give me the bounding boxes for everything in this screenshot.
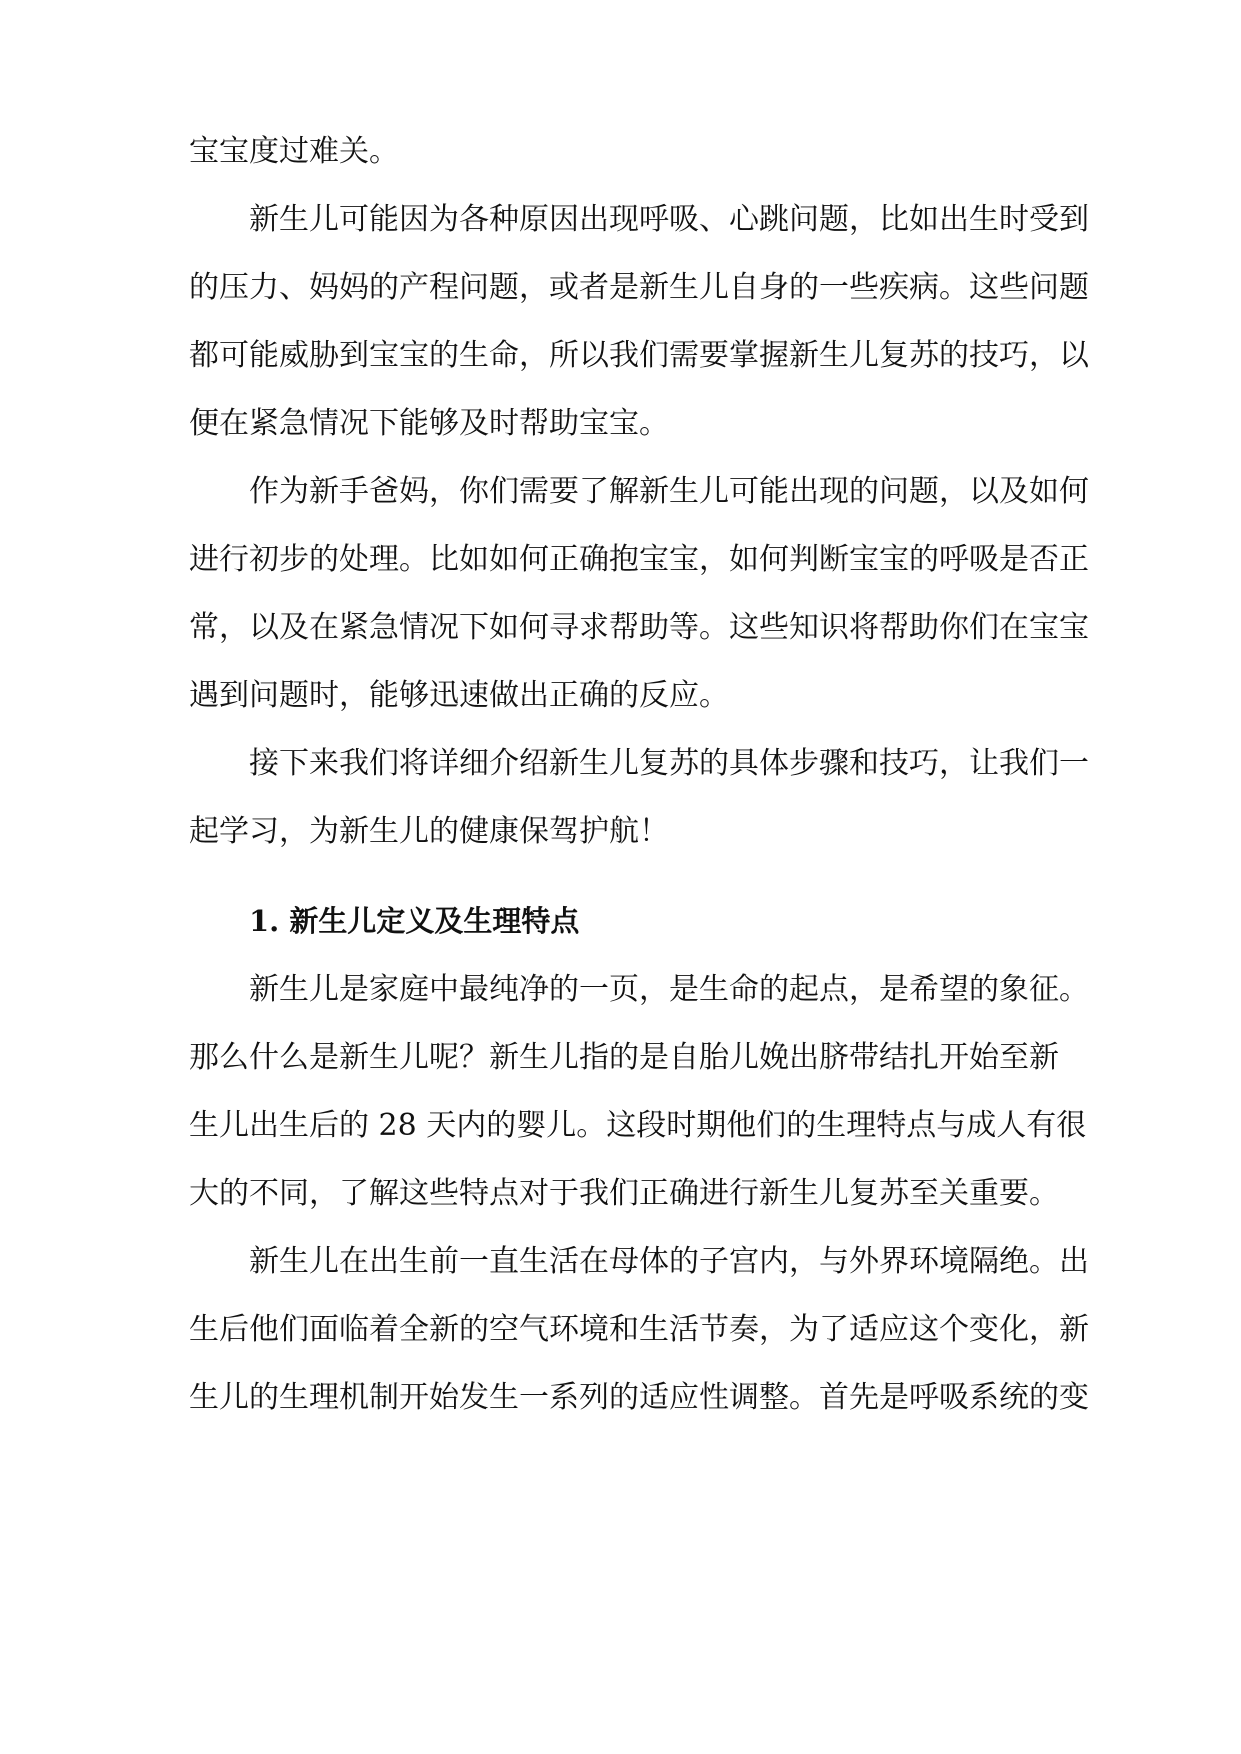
paragraph-line: 都可能威胁到宝宝的生命，所以我们需要掌握新生儿复苏的技巧，以 [189,338,1089,373]
paragraph-line: 大的不同，了解这些特点对于我们正确进行新生儿复苏至关重要。 [189,1176,1059,1211]
paragraph-line: 遇到问题时，能够迅速做出正确的反应。 [189,678,729,713]
paragraph-line: 便在紧急情况下能够及时帮助宝宝。 [189,406,669,441]
paragraph-line: 的压力、妈妈的产程问题，或者是新生儿自身的一些疾病。这些问题 [189,270,1089,305]
section-heading: 1. 新生儿定义及生理特点 [249,904,580,938]
paragraph-line: 新生儿可能因为各种原因出现呼吸、心跳问题，比如出生时受到 [249,202,1089,237]
paragraph-line: 那么什么是新生儿呢？新生儿指的是自胎儿娩出脐带结扎开始至新 [189,1040,1059,1075]
paragraph-line: 生后他们面临着全新的空气环境和生活节奏，为了适应这个变化，新 [189,1312,1089,1347]
paragraph-line: 生儿出生后的 28 天内的婴儿。这段时期他们的生理特点与成人有很 [189,1108,1087,1143]
paragraph-line: 接下来我们将详细介绍新生儿复苏的具体步骤和技巧，让我们一 [249,746,1089,781]
paragraph-line: 宝宝度过难关。 [189,134,399,169]
paragraph-line: 作为新手爸妈，你们需要了解新生儿可能出现的问题，以及如何 [249,474,1089,509]
paragraph-line: 生儿的生理机制开始发生一系列的适应性调整。首先是呼吸系统的变 [189,1380,1089,1415]
paragraph-line: 起学习，为新生儿的健康保驾护航！ [189,814,669,849]
paragraph-line: 常，以及在紧急情况下如何寻求帮助等。这些知识将帮助你们在宝宝 [189,610,1089,645]
paragraph-line: 新生儿在出生前一直生活在母体的子宫内，与外界环境隔绝。出 [249,1244,1089,1279]
paragraph-line: 新生儿是家庭中最纯净的一页，是生命的起点，是希望的象征。 [249,972,1089,1007]
paragraph-line: 进行初步的处理。比如如何正确抱宝宝，如何判断宝宝的呼吸是否正 [189,542,1089,577]
